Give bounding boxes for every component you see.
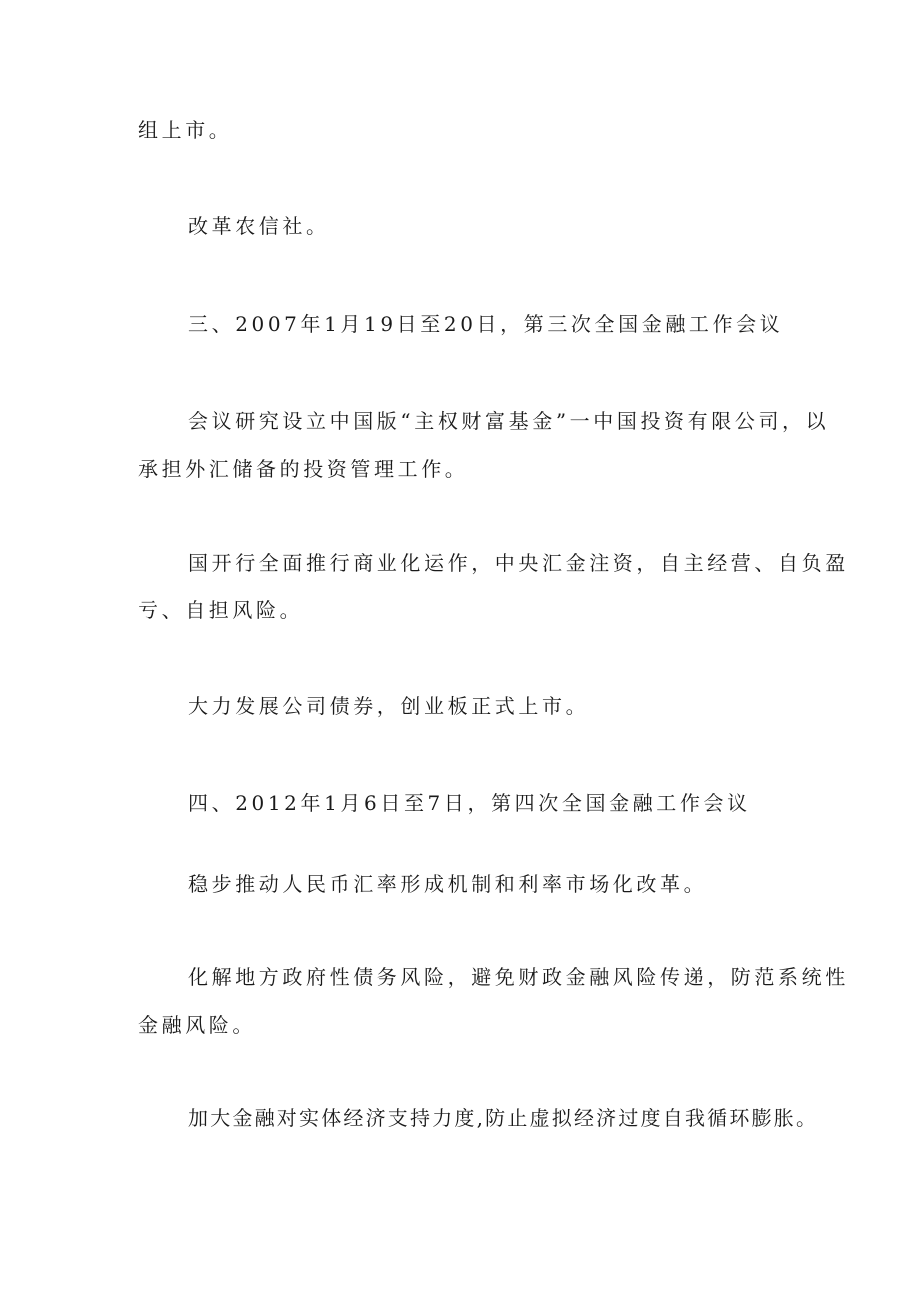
paragraph-line: 会议研究设立中国版“主权财富基金”一中国投资有限公司，以: [188, 409, 830, 433]
paragraph: 稳步推动人民币汇率形成机制和利率市场化改革。: [188, 872, 708, 896]
paragraph-continuation: 组上市。: [138, 118, 233, 142]
section-heading: 四、2012年1月6日至7日，第四次全国金融工作会议: [188, 791, 751, 815]
paragraph-line: 化解地方政府性债务风险，避免财政金融风险传递，防范系统性: [188, 965, 849, 989]
paragraph-line: 承担外汇储备的投资管理工作。: [138, 457, 469, 481]
section-heading: 三、2007年1月19日至20日，第三次全国金融工作会议: [188, 312, 784, 336]
paragraph: 加大金融对实体经济支持力度,防止虚拟经济过度自我循环膨胀。: [188, 1106, 819, 1130]
paragraph-line: 国开行全面推行商业化运作，中央汇金注资，自主经营、自负盈: [188, 551, 849, 575]
paragraph-line: 亏、自担风险。: [138, 598, 304, 622]
paragraph-line: 金融风险。: [138, 1013, 256, 1037]
paragraph: 改革农信社。: [188, 214, 330, 238]
paragraph: 大力发展公司债券，创业板正式上市。: [188, 694, 590, 718]
